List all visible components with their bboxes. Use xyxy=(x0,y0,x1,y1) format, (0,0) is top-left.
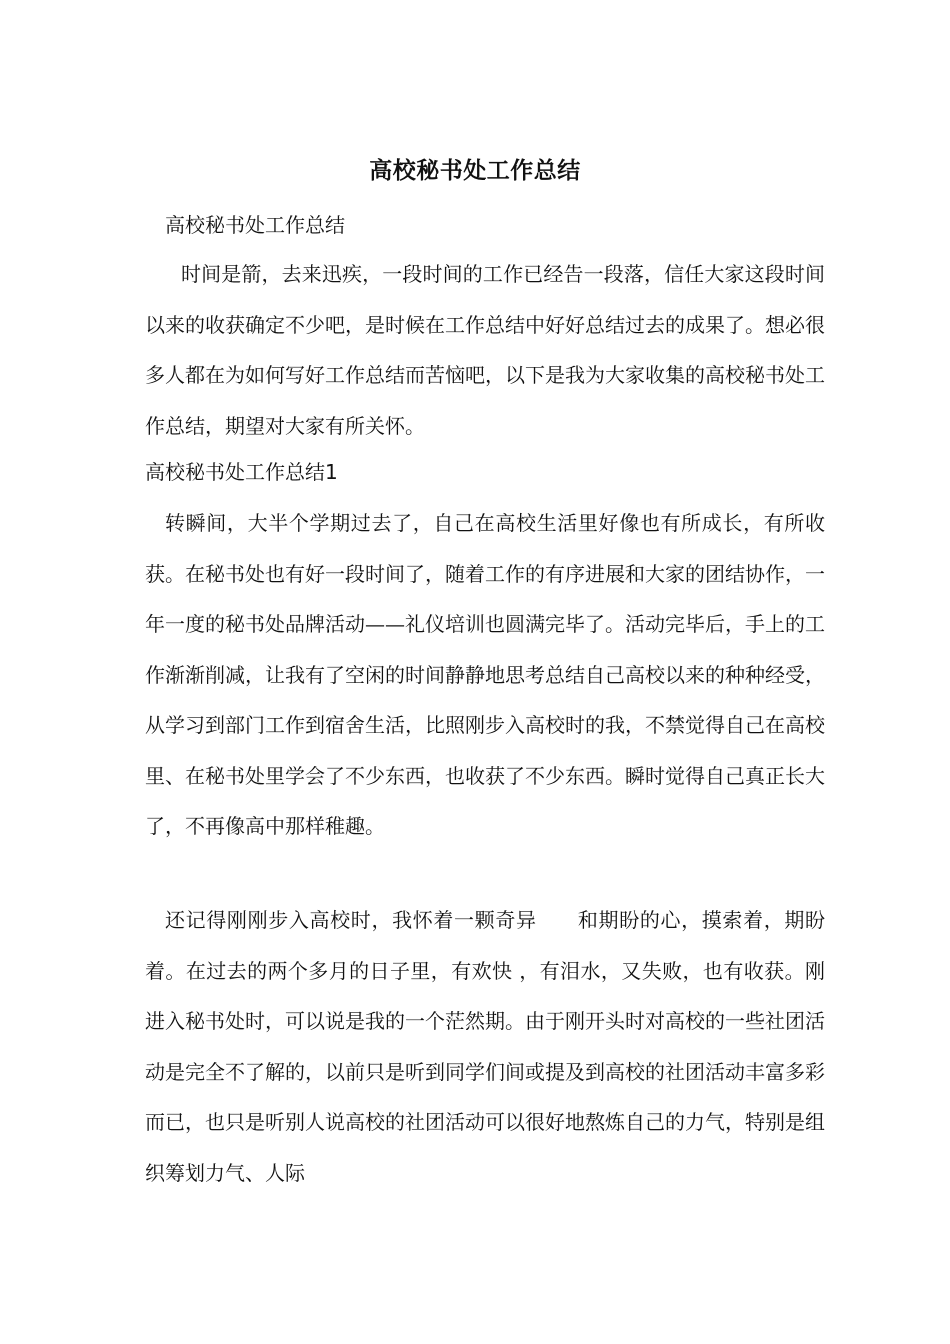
document-subtitle: 高校秘书处工作总结 xyxy=(165,213,345,237)
section-heading: 高校秘书处工作总结1 xyxy=(145,460,338,484)
intro-paragraph: 时间是箭，去来迅疾，一段时间的工作已经告一段落，信任大家这段时间以来的收获确定不少吧，是时候在工作总结中好好总结过去的成果了。想必很多人都在为如何写好工作总结而苦恼吧，以下是我为大家收集的高校秘书处工作总结，期望对大家有所关怀。 xyxy=(145,262,825,438)
body-paragraph-1: 转瞬间，大半个学期过去了，自己在高校生活里好像也有所成长，有所收获。在秘书处也有好一段时间了，随着工作的有序进展和大家的团结协作，一年一度的秘书处品牌活动——礼仪培训也圆满完毕了。活动完毕后，手上的工作渐渐削减，让我有了空闲的时间静静地思考总结自己高校以来的种种经受，从学习到部门工作到宿舍生活，比照刚步入高校时的我，不禁觉得自己在高校里、在秘书处里学会了不少东西，也收获了不少东西。瞬时觉得自己真正长大了，不再像高中那样稚趣。 xyxy=(145,511,825,838)
body-paragraph-2: 还记得刚刚步入高校时，我怀着一颗奇异 和期盼的心，摸索着，期盼着。在过去的两个多月的日子里，有欢快 ，有泪水，又失败，也有收获。刚进入秘书处时，可以说是我的一个茫然期。由于刚开头时对高校的一些社团活动是完全不了解的，以前只是听到同学们间或提及到高校的社团活动丰富多彩而已，也只是听别人说高校的社团活动可以很好地熬炼自己的力气，特别是组织筹划力气、人际 xyxy=(145,908,825,1185)
document-title: 高校秘书处工作总结 xyxy=(369,157,581,184)
